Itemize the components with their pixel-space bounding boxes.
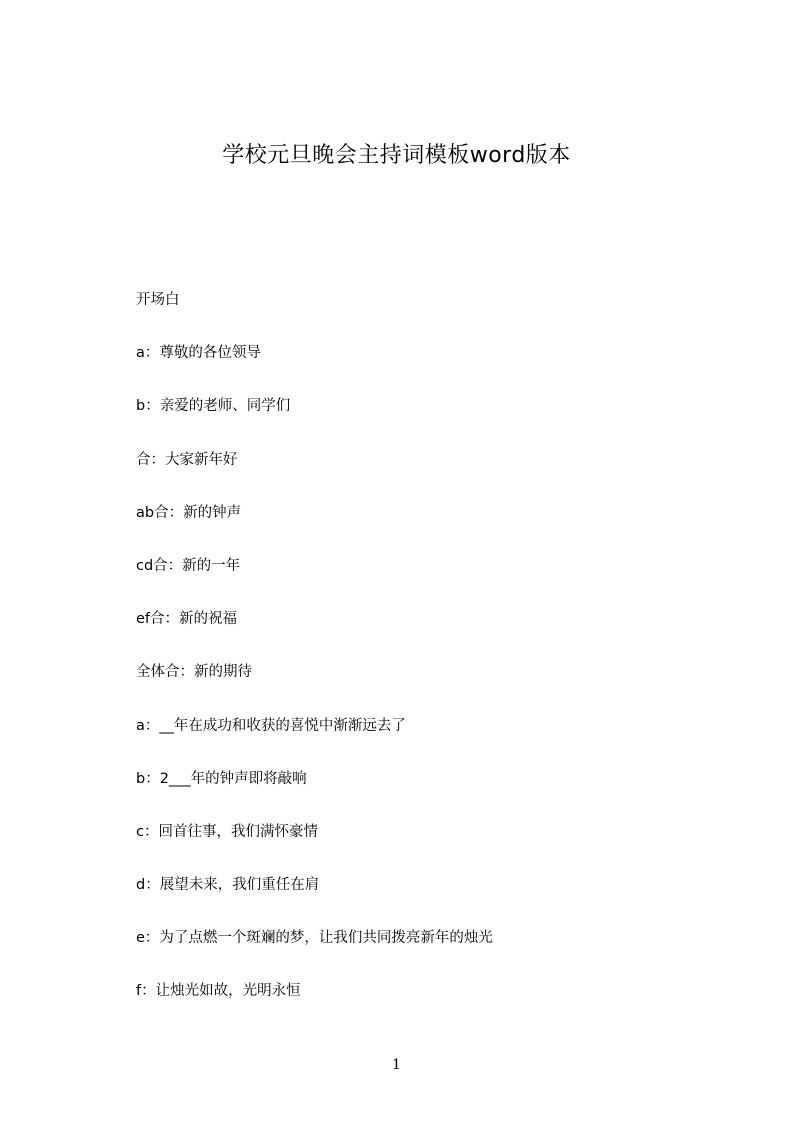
- script-line: d：展望未来，我们重任在肩: [136, 877, 320, 894]
- script-line: a：尊敬的各位领导: [136, 345, 261, 362]
- script-line: 全体合：新的期待: [136, 664, 252, 681]
- script-line: f：让烛光如故，光明永恒: [136, 983, 301, 1000]
- page-number: 1: [392, 1057, 401, 1073]
- script-line: 开场白: [136, 292, 180, 308]
- script-line: ab合：新的钟声: [136, 504, 242, 521]
- script-lines: [136, 289, 696, 1034]
- script-line: cd合：新的一年: [136, 557, 241, 574]
- script-line: c：回首往事，我们满怀豪情: [136, 823, 318, 840]
- script-line: a：__年在成功和收获的喜悦中渐渐远去了: [136, 717, 406, 734]
- script-line: 合：大家新年好: [136, 451, 238, 468]
- script-line: b：2___年的钟声即将敲响: [136, 770, 307, 787]
- script-line: b：亲爱的老师、同学们: [136, 398, 291, 415]
- script-line: ef合：新的祝福: [136, 611, 238, 628]
- script-line: e：为了点燃一个斑斓的梦，让我们共同拨亮新年的烛光: [136, 930, 493, 947]
- document-title: 学校元旦晚会主持词模板word版本: [222, 143, 571, 168]
